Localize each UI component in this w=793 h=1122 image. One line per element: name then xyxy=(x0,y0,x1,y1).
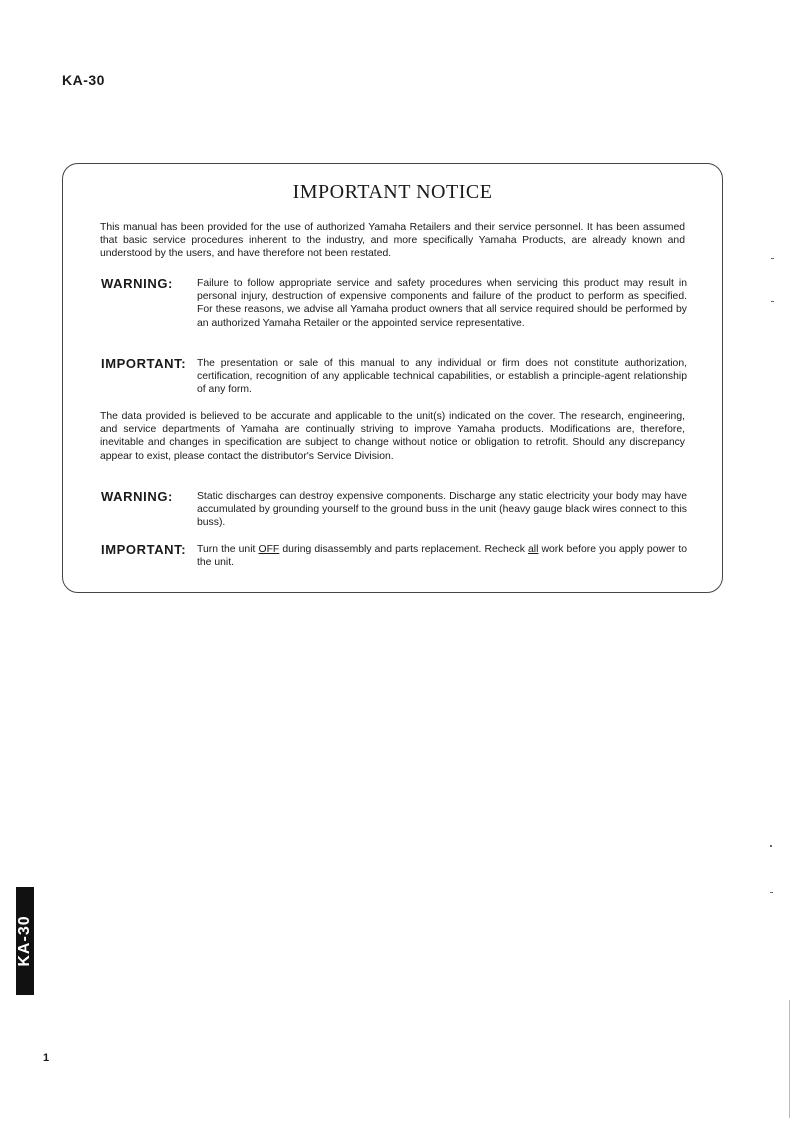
intro-paragraph: This manual has been provided for the use of authorized Yamaha Retailers and their service personnel. It has been assumed that basic service procedures inherent to the industry, and more specifically Yamaha Products, are already known and understood by the users, and have therefore not been restated. xyxy=(100,222,685,260)
warning-text: Failure to follow appropriate service and safety procedures when servicing this product may result in personal injury, destruction of expensive components and failure of the product to perform as specified. For these reasons, we advise all Yamaha product owners that all service required should be performed by an authorized Yamaha Retailer or the appointed service representative. xyxy=(197,278,687,329)
side-tab xyxy=(16,887,34,995)
warning-text: Static discharges can destroy expensive components. Discharge any static electricity your body may have accumulated by grounding yourself to the ground buss in the unit (heavy gauge black wires connect to this buss). xyxy=(197,491,687,529)
side-tab-label: KA-30 xyxy=(16,915,33,967)
important-text xyxy=(197,543,687,569)
text-segment: Turn the unit xyxy=(197,544,259,555)
important-label: IMPORTANT: xyxy=(101,542,187,557)
important-text: The presentation or sale of this manual to any individual or firm does not constitute authorization, certification, recognition of any applicable technical capabilities, or establish a principle-agent relationship of any form. xyxy=(197,358,687,396)
warning-label: WARNING: xyxy=(101,489,173,504)
scan-edge-line xyxy=(789,1000,790,1118)
text-segment: work before you apply power to the unit. xyxy=(197,544,687,569)
scan-mark xyxy=(770,892,773,893)
text-segment: during disassembly and parts replacement. Recheck xyxy=(279,544,528,555)
scan-mark xyxy=(771,258,774,259)
scan-mark xyxy=(770,845,772,847)
warning-label: WARNING: xyxy=(101,276,173,291)
off-emphasis: OFF xyxy=(258,544,280,555)
page-number: 1 xyxy=(43,1052,50,1064)
notice-title: IMPORTANT NOTICE xyxy=(292,181,493,203)
important-label: IMPORTANT: xyxy=(101,356,187,371)
data-paragraph: The data provided is believed to be accurate and applicable to the unit(s) indicated on the cover. The research, engineering, and service departments of Yamaha are continually striving to improve Yamaha products. Modifications are, therefore, inevitable and changes in specification are subject to change without notice or obligation to retrofit. Should any discrepancy appear to exist, please contact the distributor's Service Division. xyxy=(100,411,685,462)
important-notice-box xyxy=(62,163,723,593)
scan-mark xyxy=(771,301,774,302)
model-code: KA-30 xyxy=(62,72,105,88)
all-emphasis: all xyxy=(528,544,539,555)
